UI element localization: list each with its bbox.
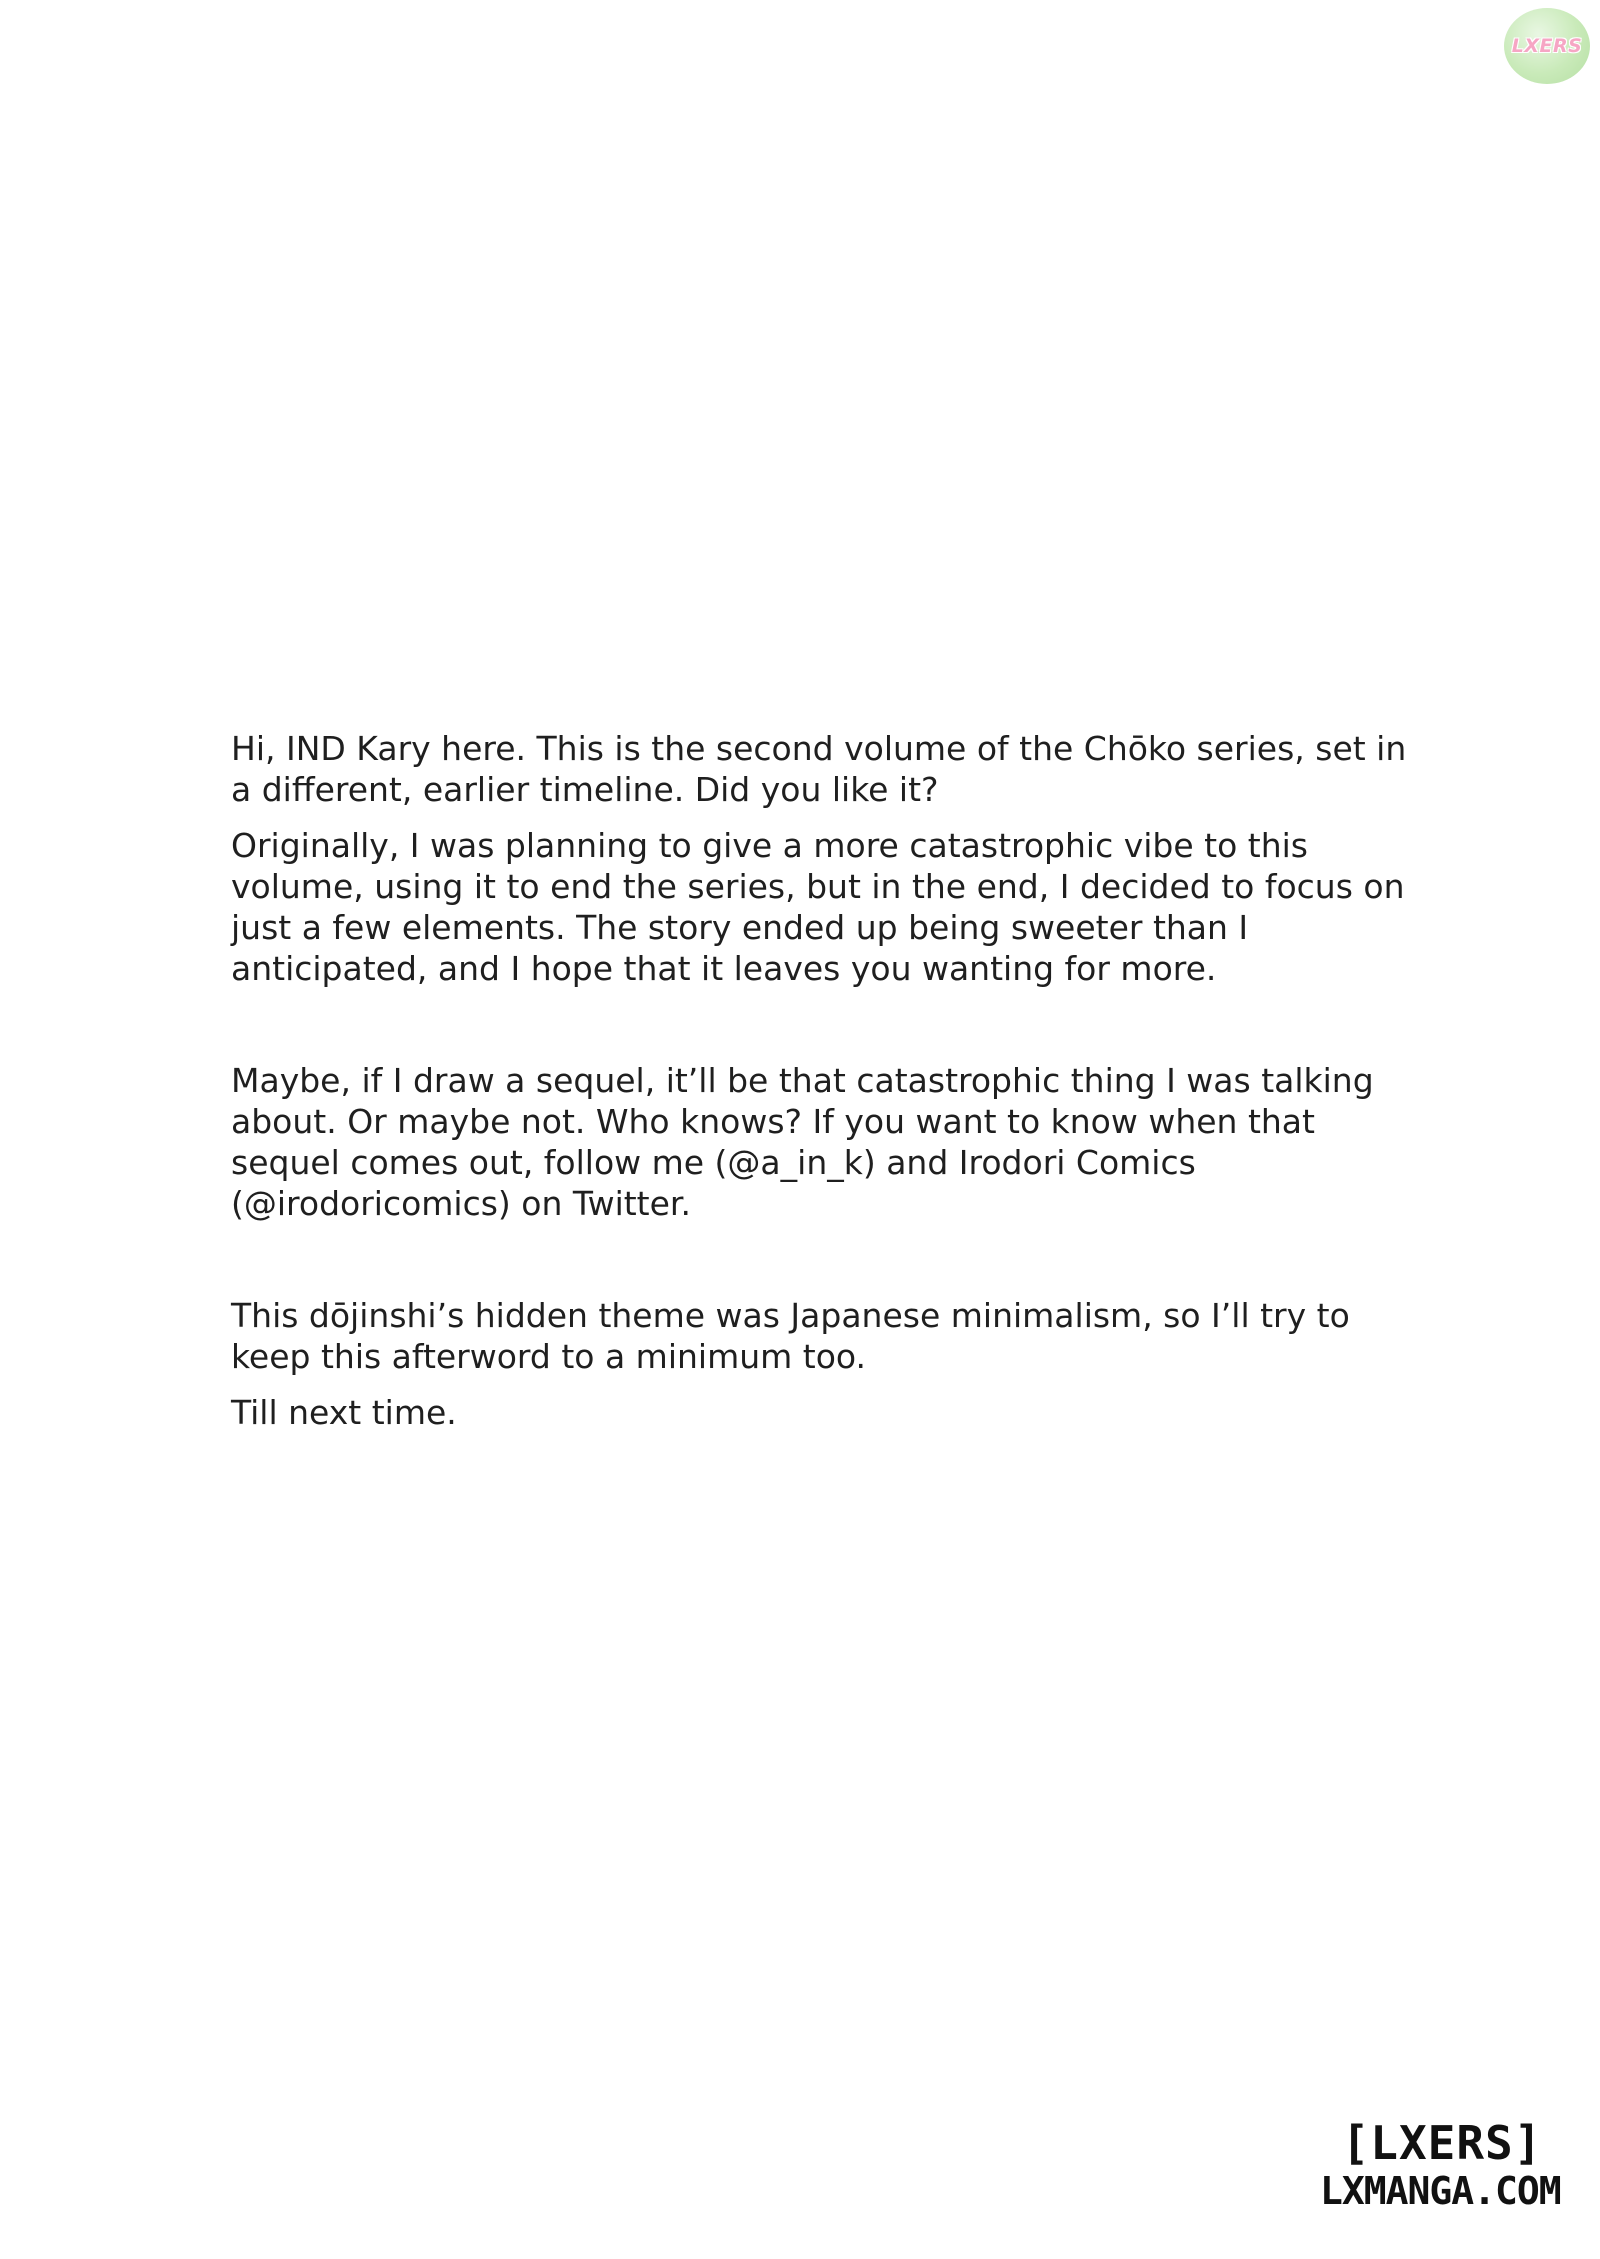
afterword-paragraph-1: Hi, IND Kary here. This is the second volume of the Chōko series, set in a different, earlier timeline. Did you like it? xyxy=(231,729,1407,809)
logo-badge-text: LXERS xyxy=(1511,35,1583,57)
afterword-paragraph-5: Till next time. xyxy=(231,1393,457,1432)
afterword-paragraph-2: Originally, I was planning to give a more catastrophic vibe to this volume, using it to end the series, but in the end, I decided to focus on just a few elements. The story ended up being sweeter than I anticipated, and I hope that it leaves you wanting for more. xyxy=(231,826,1405,988)
watermark-brand: [LXERS] xyxy=(1341,2116,1543,2170)
site-watermark xyxy=(1320,2116,1561,2213)
lxers-logo-badge xyxy=(1504,8,1590,84)
afterword-paragraph-4: This dōjinshi’s hidden theme was Japanese minimalism, so I’ll try to keep this afterword to a minimum too. xyxy=(231,1296,1350,1376)
watermark-url: LXMANGA.COM xyxy=(1320,2169,1561,2213)
afterword-text xyxy=(231,728,1411,1433)
afterword-paragraph-3: Maybe, if I draw a sequel, it’ll be that catastrophic thing I was talking about. Or maybe not. Who knows? If you want to know when that sequel comes out, follow me (@a_in_k) and Irodori Comics (@irodoricomics) on Twitter. xyxy=(231,1061,1374,1223)
